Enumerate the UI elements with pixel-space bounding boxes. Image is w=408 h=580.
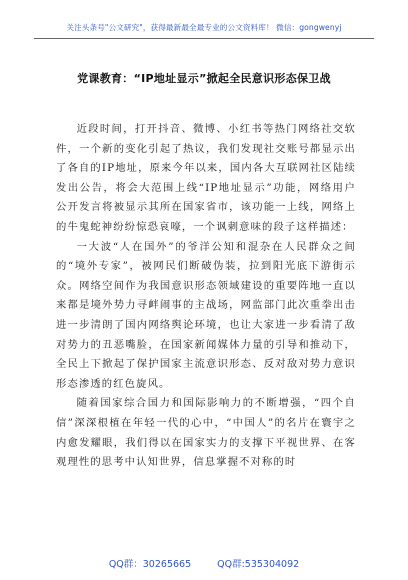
document-body xyxy=(56,120,356,473)
document-title: 党课教育：“IP地址显示”掀起全民意识形态保卫战 xyxy=(77,72,331,85)
footer xyxy=(0,556,408,570)
paragraph-1: 近段时间，打开抖音、微博、小红书等热门网络社交软件，一个新的变化引起了热议，我们发现社交账号都显示出了各自的IP地址，原来今年以来，国内各大互联网社区陆续发出公告，将会大范围上线“IP地址显示”功能，网络用户公开发言将被显示其所在国家省市，该功能一上线，网络上的牛鬼蛇神纷纷惊恐哀嚎，一个讽刺意味的段子这样描述： xyxy=(56,123,356,233)
header-divider xyxy=(34,38,374,39)
header-banner: 关注头条号"公文研究"，获得最新最全最专业的公文资料库！ 微信：gongwenyj xyxy=(66,23,342,32)
paragraph-3: 随着国家综合国力和国际影响力的不断增强，“四个自信”深深根植在年轻一代的心中，“中国人”的名片在寰宇之内愈发耀眼，我们得以在国家实力的支撑下平视世界、在客观理性的思考中认知世界，信息掌握不对称的时 xyxy=(56,397,356,469)
footer-qq-right: QQ群:535304092 xyxy=(217,559,300,570)
footer-qq-left: QQ群：30265665 xyxy=(108,559,192,570)
paragraph-2: 一大波“人在国外”的爷洋公知和混杂在人民群众之间的“境外专家”，被网民们断破伪装，拉到阳光底下游街示众。网络空间作为我国意识形态领域建设的重要阵地一直以来都是境外势力寻衅闹事的主战场，网监部门此次重拳出击进一步清朗了国内网络舆论环境，也让大家进一步看清了敌对势力的丑恶嘴脸，在国家新闻媒体力量的引导和推动下，全民上下掀起了保护国家主流意识形态、反对敌对势力意识形态渗透的红色旋风。 xyxy=(56,240,356,390)
